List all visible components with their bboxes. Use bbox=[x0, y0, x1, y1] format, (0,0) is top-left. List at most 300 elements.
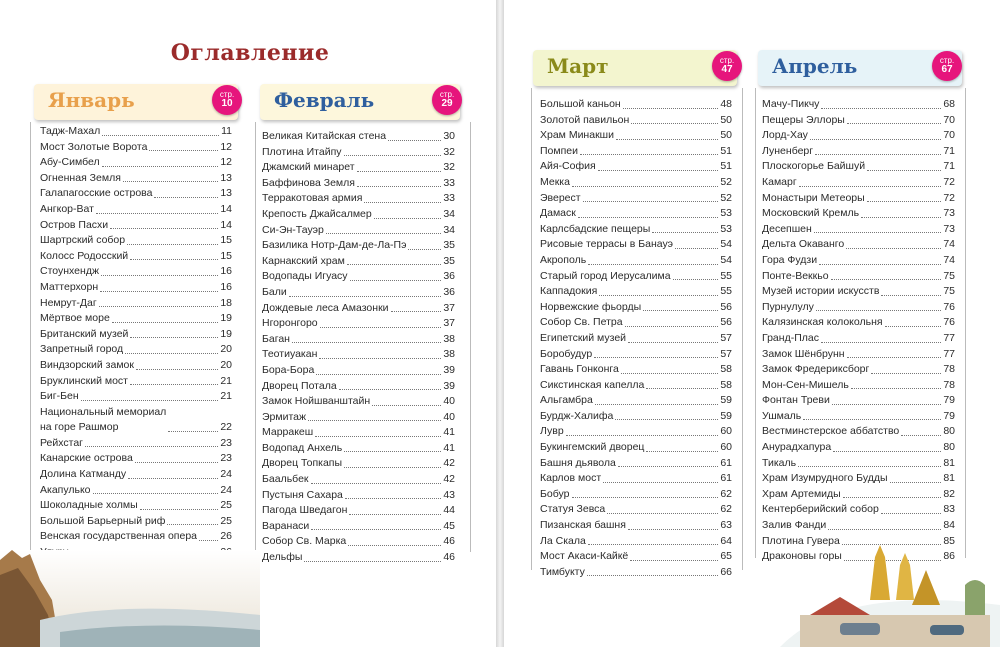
toc-entry-page: 75 bbox=[943, 285, 955, 298]
toc-entry-title: Анурадхапура bbox=[762, 441, 832, 454]
leader-dots bbox=[580, 154, 718, 155]
toc-entry-page: 13 bbox=[220, 171, 232, 184]
column-rule bbox=[30, 122, 31, 572]
toc-entry-page: 15 bbox=[220, 249, 232, 262]
toc-entry-page: 65 bbox=[720, 550, 732, 563]
toc-entry-title: Фонтан Треви bbox=[762, 394, 830, 407]
toc-entry-page: 83 bbox=[943, 503, 955, 516]
toc-entry bbox=[762, 393, 955, 409]
leader-dots bbox=[357, 186, 441, 187]
toc-entry-page: 48 bbox=[720, 98, 732, 110]
toc-entry-title: Музей истории искусств bbox=[762, 285, 880, 298]
toc-entry-title: Понте-Веккьо bbox=[762, 269, 829, 282]
toc-entry bbox=[540, 393, 732, 409]
toc-entry-page: 57 bbox=[720, 347, 732, 360]
toc-entry-page: 25 bbox=[220, 499, 232, 512]
toc-entry bbox=[262, 285, 455, 301]
leader-dots bbox=[339, 389, 442, 390]
toc-entry-page: 38 bbox=[443, 332, 455, 345]
leader-dots bbox=[344, 155, 442, 156]
toc-entry-page: 70 bbox=[943, 129, 955, 142]
toc-entry-page: 52 bbox=[720, 191, 732, 204]
toc-entry-page: 44 bbox=[443, 504, 455, 517]
toc-entry-page: 33 bbox=[443, 176, 455, 189]
toc-entry bbox=[262, 176, 455, 192]
month-name: Апрель bbox=[772, 54, 858, 78]
toc-entry bbox=[762, 347, 955, 363]
toc-entry-title: Гранд-Плас bbox=[762, 331, 819, 344]
toc-entry-page: 33 bbox=[443, 192, 455, 205]
toc-entry-title: Карлсбадские пещеры bbox=[540, 222, 651, 235]
toc-entry bbox=[262, 238, 455, 254]
toc-entry bbox=[540, 502, 732, 518]
leader-dots bbox=[867, 201, 942, 202]
toc-entry-title: Боробудур bbox=[540, 347, 593, 360]
toc-entry-page: 46 bbox=[443, 535, 455, 548]
leader-dots bbox=[816, 310, 941, 311]
toc-entry bbox=[262, 129, 455, 145]
leader-dots bbox=[890, 482, 942, 483]
toc-entry bbox=[762, 424, 955, 440]
toc-entry-page: 58 bbox=[720, 378, 732, 391]
leader-dots bbox=[847, 357, 942, 358]
toc-entry-page: 59 bbox=[720, 409, 732, 422]
toc-entry bbox=[40, 280, 232, 296]
leader-dots bbox=[391, 311, 442, 312]
leader-dots bbox=[607, 513, 718, 514]
toc-entry bbox=[262, 534, 455, 550]
toc-entry bbox=[540, 347, 732, 363]
toc-entry bbox=[40, 483, 232, 499]
toc-entry-page: 40 bbox=[443, 410, 455, 423]
leader-dots bbox=[843, 497, 942, 498]
book-gutter bbox=[496, 0, 504, 647]
toc-entry bbox=[40, 311, 232, 327]
leader-dots bbox=[810, 139, 941, 140]
toc-entry-title: Ангкор-Ват bbox=[40, 202, 94, 215]
toc-entry-title: Норвежские фьорды bbox=[540, 300, 642, 313]
leader-dots bbox=[628, 342, 718, 343]
toc-entry bbox=[262, 332, 455, 348]
toc-entry-page: 76 bbox=[943, 300, 955, 313]
toc-entry-title: Канарские острова bbox=[40, 452, 133, 465]
toc-entry-page: 50 bbox=[720, 113, 732, 126]
toc-entry-title: Крепость Джайсалмер bbox=[262, 207, 372, 220]
toc-entry-page: 79 bbox=[943, 394, 955, 407]
leader-dots bbox=[625, 326, 719, 327]
toc-entry bbox=[262, 519, 455, 535]
toc-entry bbox=[762, 97, 955, 113]
toc-entry-title: Замок Шёнбрунн bbox=[762, 347, 845, 360]
toc-entry-page: 32 bbox=[443, 145, 455, 158]
toc-entry-page: 14 bbox=[220, 202, 232, 215]
toc-entry-page: 41 bbox=[443, 426, 455, 439]
leader-dots bbox=[130, 337, 218, 338]
toc-entry-page: 50 bbox=[720, 129, 732, 142]
toc-entry-title: Дамаск bbox=[540, 207, 576, 220]
toc-entry-page: 22 bbox=[220, 421, 232, 434]
toc-entry bbox=[40, 202, 232, 218]
leader-dots bbox=[831, 279, 942, 280]
toc-entry bbox=[40, 405, 232, 436]
toc-entry bbox=[762, 409, 955, 425]
leader-dots bbox=[847, 123, 941, 124]
toc-entry-page: 51 bbox=[720, 160, 732, 173]
toc-entry-title: Теотиуакан bbox=[262, 348, 318, 361]
toc-entry-title: Водопад Анхель bbox=[262, 441, 343, 454]
toc-entry-title: Варанаси bbox=[262, 519, 310, 532]
toc-entry-page: 85 bbox=[943, 534, 955, 547]
toc-entry bbox=[762, 378, 955, 394]
column-rule bbox=[470, 122, 471, 552]
month-header-march bbox=[533, 50, 737, 86]
column-rule bbox=[742, 88, 743, 570]
toc-list-february bbox=[262, 129, 455, 566]
toc-entry-page: 81 bbox=[943, 472, 955, 485]
toc-entry-title: Мекка bbox=[540, 175, 570, 188]
toc-entry-page: 35 bbox=[443, 254, 455, 267]
toc-entry bbox=[540, 206, 732, 222]
toc-entry-title: Рейхстаг bbox=[40, 436, 83, 449]
toc-entry bbox=[762, 362, 955, 378]
toc-entry bbox=[262, 488, 455, 504]
toc-entry-page: 25 bbox=[220, 514, 232, 527]
toc-entry-title: Немрут-Даг bbox=[40, 296, 97, 309]
toc-entry bbox=[262, 472, 455, 488]
toc-entry-page: 16 bbox=[220, 265, 232, 278]
toc-entry bbox=[40, 358, 232, 374]
toc-entry bbox=[262, 441, 455, 457]
toc-entry-title: Дельта Окаванго bbox=[762, 238, 845, 251]
toc-entry bbox=[540, 97, 732, 113]
toc-entry-page: 68 bbox=[943, 98, 955, 110]
toc-entry-page: 23 bbox=[220, 452, 232, 465]
leader-dots bbox=[311, 529, 441, 530]
leader-dots bbox=[81, 400, 219, 401]
toc-entry bbox=[762, 331, 955, 347]
toc-entry bbox=[762, 471, 955, 487]
leader-dots bbox=[102, 166, 219, 167]
toc-entry bbox=[40, 218, 232, 234]
toc-entry-title: Джамский минарет bbox=[262, 161, 355, 174]
leader-dots bbox=[344, 451, 441, 452]
toc-entry bbox=[262, 425, 455, 441]
page-title: Оглавление bbox=[170, 40, 330, 66]
toc-entry bbox=[262, 503, 455, 519]
toc-entry-title: Храм Изумрудного Будды bbox=[762, 472, 888, 485]
toc-entry bbox=[762, 269, 955, 285]
leader-dots bbox=[289, 296, 442, 297]
toc-entry-page: 38 bbox=[443, 348, 455, 361]
toc-entry bbox=[540, 284, 732, 300]
toc-entry-title: Дворец Потала bbox=[262, 379, 337, 392]
leader-dots bbox=[364, 202, 441, 203]
badge-page: 29 bbox=[441, 98, 453, 109]
toc-entry-page: 37 bbox=[443, 317, 455, 330]
toc-entry bbox=[540, 424, 732, 440]
leader-dots bbox=[316, 374, 441, 375]
toc-entry bbox=[762, 128, 955, 144]
leader-dots bbox=[861, 217, 941, 218]
leader-dots bbox=[112, 322, 219, 323]
badge-page: 10 bbox=[221, 98, 233, 109]
toc-entry bbox=[262, 160, 455, 176]
toc-entry-title: Сикстинская капелла bbox=[540, 378, 645, 391]
toc-entry-title: Десепшен bbox=[762, 222, 812, 235]
toc-entry-page: 13 bbox=[220, 187, 232, 200]
toc-entry bbox=[762, 440, 955, 456]
toc-entry-page: 75 bbox=[943, 269, 955, 282]
leader-dots bbox=[348, 545, 441, 546]
leader-dots bbox=[349, 514, 441, 515]
page-badge-january bbox=[212, 85, 242, 115]
page-badge-april bbox=[932, 51, 962, 81]
toc-entry-title: Бурдж-Халифа bbox=[540, 409, 614, 422]
toc-entry-title: Лувр bbox=[540, 425, 564, 438]
leader-dots bbox=[819, 264, 941, 265]
toc-entry-page: 79 bbox=[943, 409, 955, 422]
leader-dots bbox=[101, 275, 218, 276]
toc-entry-title: Мост Акаси-Кайкё bbox=[540, 550, 629, 563]
toc-entry-title: Пустыня Сахара bbox=[262, 488, 343, 501]
toc-entry-title: Баган bbox=[262, 332, 290, 345]
toc-entry-title: Баффинова Земля bbox=[262, 176, 355, 189]
leader-dots bbox=[598, 170, 719, 171]
toc-entry bbox=[762, 456, 955, 472]
toc-entry-title: Галапагосские острова bbox=[40, 187, 153, 200]
page-badge-february bbox=[432, 85, 462, 115]
toc-entry-page: 32 bbox=[443, 161, 455, 174]
toc-entry-page: 80 bbox=[943, 441, 955, 454]
leader-dots bbox=[320, 327, 442, 328]
leader-dots bbox=[408, 249, 441, 250]
leader-dots bbox=[140, 509, 219, 510]
leader-dots bbox=[344, 467, 441, 468]
toc-entry-page: 12 bbox=[220, 156, 232, 169]
leader-dots bbox=[588, 264, 718, 265]
toc-entry-page: 71 bbox=[943, 144, 955, 157]
toc-entry bbox=[262, 379, 455, 395]
toc-entry bbox=[762, 284, 955, 300]
toc-entry bbox=[262, 456, 455, 472]
toc-entry bbox=[540, 128, 732, 144]
toc-entry-page: 63 bbox=[720, 519, 732, 532]
toc-entry-page: 35 bbox=[443, 239, 455, 252]
toc-entry-title: Водопады Игуасу bbox=[262, 270, 348, 283]
page-badge-march bbox=[712, 51, 742, 81]
toc-entry bbox=[262, 394, 455, 410]
cliffs-illustration bbox=[0, 520, 260, 647]
toc-entry-title: Бали bbox=[262, 285, 287, 298]
toc-entry-title: Большой Барьерный риф bbox=[40, 514, 166, 527]
toc-entry bbox=[40, 249, 232, 265]
toc-entry bbox=[762, 206, 955, 222]
toc-entry-title: Карлов мост bbox=[540, 472, 602, 485]
toc-entry-title: Мост Золотые Ворота bbox=[40, 140, 148, 153]
toc-entry bbox=[40, 327, 232, 343]
leader-dots bbox=[594, 357, 718, 358]
toc-entry-title: Эверест bbox=[540, 191, 581, 204]
leader-dots bbox=[599, 295, 718, 296]
toc-entry-page: 41 bbox=[443, 441, 455, 454]
toc-entry-title: Монастыри Метеоры bbox=[762, 191, 865, 204]
toc-entry-page: 66 bbox=[720, 565, 732, 578]
toc-entry-title: Пещеры Эллоры bbox=[762, 113, 845, 126]
leader-dots bbox=[628, 529, 718, 530]
toc-entry-title: Собор Св. Марка bbox=[262, 535, 347, 548]
toc-entry bbox=[540, 331, 732, 347]
toc-entry-page: 81 bbox=[943, 456, 955, 469]
leader-dots bbox=[168, 431, 218, 432]
toc-entry-title: Акапулько bbox=[40, 483, 91, 496]
toc-entry-page: 43 bbox=[443, 488, 455, 501]
toc-entry bbox=[540, 222, 732, 238]
toc-entry-title: Шоколадные холмы bbox=[40, 499, 138, 512]
leader-dots bbox=[374, 218, 442, 219]
leader-dots bbox=[652, 232, 718, 233]
toc-entry-page: 26 bbox=[220, 530, 232, 543]
toc-entry-title: Плотина Итайпу bbox=[262, 145, 342, 158]
leader-dots bbox=[885, 326, 942, 327]
toc-entry-page: 20 bbox=[220, 343, 232, 356]
leader-dots bbox=[621, 373, 718, 374]
toc-entry bbox=[540, 378, 732, 394]
leader-dots bbox=[388, 140, 441, 141]
leader-dots bbox=[851, 388, 941, 389]
leader-dots bbox=[833, 451, 941, 452]
toc-entry-page: 11 bbox=[221, 125, 232, 137]
toc-entry bbox=[762, 144, 955, 160]
toc-entry-title: Храм Артемиды bbox=[762, 487, 841, 500]
toc-entry-title: Виндзорский замок bbox=[40, 358, 134, 371]
toc-entry-title: Долина Катманду bbox=[40, 468, 127, 481]
month-header-january bbox=[34, 84, 238, 120]
toc-entry-page: 78 bbox=[943, 378, 955, 391]
toc-entry-page: 24 bbox=[220, 468, 232, 481]
toc-entry bbox=[540, 300, 732, 316]
toc-entry bbox=[40, 436, 232, 452]
toc-entry-title: Каппадокия bbox=[540, 285, 598, 298]
leader-dots bbox=[871, 373, 941, 374]
leader-dots bbox=[616, 139, 718, 140]
toc-entry-page: 72 bbox=[943, 191, 955, 204]
leader-dots bbox=[587, 575, 718, 576]
toc-entry-title: Тадж-Махал bbox=[40, 125, 101, 137]
toc-entry-title: Баальбек bbox=[262, 473, 309, 486]
toc-entry-title: Замок Нойшванштайн bbox=[262, 395, 371, 408]
toc-entry-title: Колосс Родосский bbox=[40, 249, 129, 262]
toc-entry-title: Шартрский собор bbox=[40, 234, 126, 247]
leader-dots bbox=[311, 483, 442, 484]
leader-dots bbox=[135, 462, 219, 463]
toc-entry-title: Дождевые леса Амазонки bbox=[262, 301, 389, 314]
toc-entry-page: 39 bbox=[443, 363, 455, 376]
leader-dots bbox=[372, 405, 441, 406]
toc-entry-title: Венская государственная опера bbox=[40, 530, 197, 543]
toc-entry-title: Египетский музей bbox=[540, 331, 627, 344]
toc-entry-title: Остров Пасхи bbox=[40, 218, 109, 231]
toc-entry-title: Бруклинский мост bbox=[40, 374, 128, 387]
toc-entry bbox=[262, 363, 455, 379]
toc-entry-page: 76 bbox=[943, 316, 955, 329]
month-name: Март bbox=[547, 54, 609, 78]
toc-entry-page: 77 bbox=[943, 347, 955, 360]
column-rule bbox=[531, 88, 532, 570]
toc-entry-page: 78 bbox=[943, 363, 955, 376]
toc-entry bbox=[540, 315, 732, 331]
leader-dots bbox=[357, 171, 442, 172]
toc-entry-page: 34 bbox=[443, 207, 455, 220]
toc-entry-page: 56 bbox=[720, 316, 732, 329]
column-rule bbox=[755, 88, 756, 558]
leader-dots bbox=[798, 466, 941, 467]
toc-entry-title: Великая Китайская стена bbox=[262, 130, 387, 142]
toc-entry-title: Терракотовая армия bbox=[262, 192, 363, 205]
toc-entry-page: 53 bbox=[720, 222, 732, 235]
toc-entry-title: Замок Фредериксборг bbox=[762, 363, 870, 376]
toc-entry-title: Рисовые террасы в Банауэ bbox=[540, 238, 673, 251]
toc-entry-page: 60 bbox=[720, 425, 732, 438]
toc-entry bbox=[40, 124, 232, 140]
toc-entry-page: 42 bbox=[443, 473, 455, 486]
leader-dots bbox=[595, 404, 718, 405]
toc-entry-title: Карнакский храм bbox=[262, 254, 345, 267]
toc-entry bbox=[262, 191, 455, 207]
toc-entry-title: Большой каньон bbox=[540, 98, 621, 110]
toc-entry bbox=[762, 159, 955, 175]
toc-entry-page: 74 bbox=[943, 253, 955, 266]
leader-dots bbox=[578, 217, 718, 218]
leader-dots bbox=[814, 232, 942, 233]
column-rule bbox=[255, 122, 256, 572]
badge-label: стр. bbox=[719, 56, 735, 65]
toc-entry bbox=[540, 113, 732, 129]
leader-dots bbox=[319, 358, 441, 359]
toc-entry-title: Гавань Гонконга bbox=[540, 363, 619, 376]
toc-entry-page: 34 bbox=[443, 223, 455, 236]
leader-dots bbox=[675, 248, 718, 249]
leader-dots bbox=[803, 419, 941, 420]
toc-entry bbox=[40, 467, 232, 483]
leader-dots bbox=[631, 123, 718, 124]
toc-entry bbox=[40, 171, 232, 187]
toc-entry bbox=[262, 316, 455, 332]
toc-entry-page: 55 bbox=[720, 285, 732, 298]
month-header-february bbox=[260, 84, 460, 120]
toc-entry-title: Плоскогорье Байшуй bbox=[762, 160, 866, 173]
toc-entry-page: 54 bbox=[720, 253, 732, 266]
leader-dots bbox=[615, 419, 718, 420]
toc-entry bbox=[262, 301, 455, 317]
toc-entry bbox=[762, 253, 955, 269]
toc-entry bbox=[762, 237, 955, 253]
toc-entry bbox=[40, 451, 232, 467]
toc-entry bbox=[262, 207, 455, 223]
toc-entry-page: 23 bbox=[220, 436, 232, 449]
toc-entry-title: Ушмаль bbox=[762, 409, 802, 422]
toc-entry-title: Камарг bbox=[762, 175, 797, 188]
toc-entry-title: Си-Эн-Тауэр bbox=[262, 223, 324, 236]
toc-entry-title: Пагода Шведагон bbox=[262, 504, 348, 517]
toc-entry bbox=[540, 175, 732, 191]
toc-entry-title: Акрополь bbox=[540, 253, 587, 266]
toc-entry-page: 37 bbox=[443, 301, 455, 314]
toc-entry-title: Запретный город bbox=[40, 343, 124, 356]
leader-dots bbox=[308, 420, 441, 421]
toc-entry-title: Маттерхорн bbox=[40, 280, 99, 293]
leader-dots bbox=[304, 561, 441, 562]
toc-entry-page: 56 bbox=[720, 300, 732, 313]
